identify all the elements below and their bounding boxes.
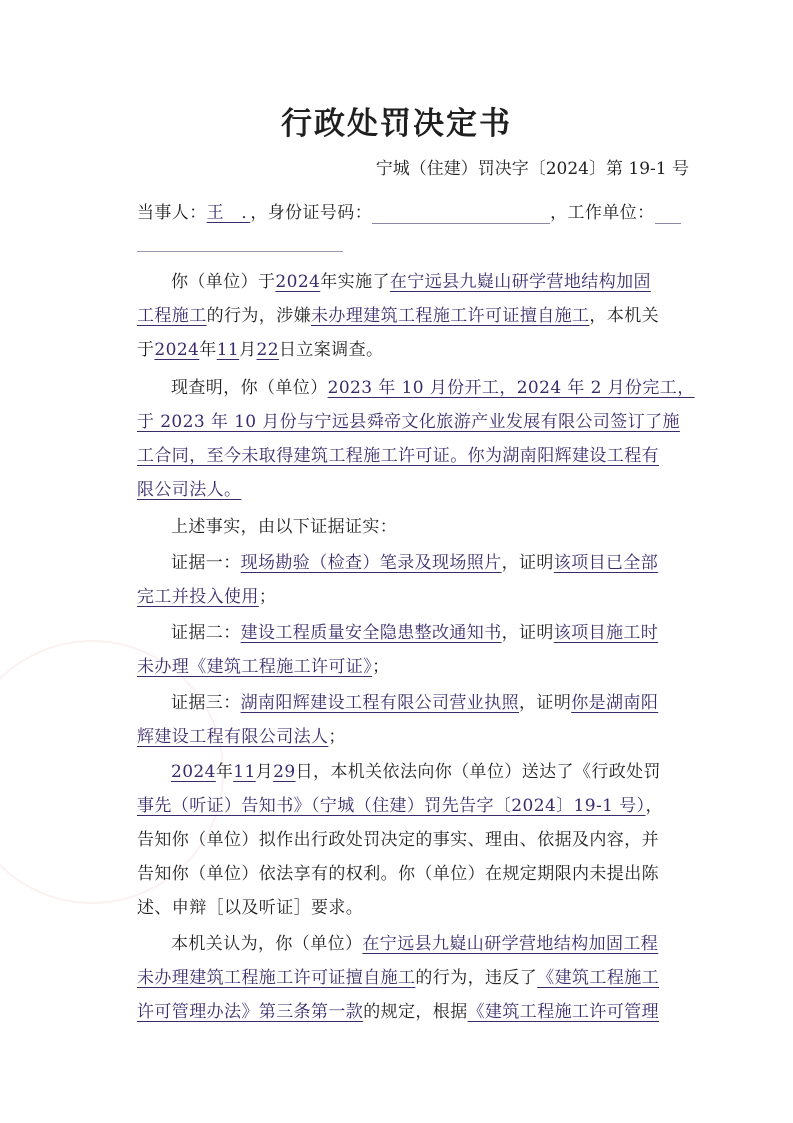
text: 的行为，涉嫌 — [206, 306, 312, 326]
law-reference: 《建筑工程施工 — [537, 968, 660, 988]
work-unit-blank-continued — [137, 250, 343, 252]
project-name-cont: 工程施工 — [137, 306, 207, 326]
text: 月 — [239, 340, 257, 360]
p2-line2 — [137, 405, 697, 439]
text: ，本机关 — [589, 306, 660, 326]
evidence-name: 建设工程质量安全隐患整改通知书 — [240, 623, 502, 643]
id-label: ，身份证号码： — [250, 203, 373, 223]
case-month: 11 — [216, 340, 240, 360]
evidence-proof: 该项目施工时 — [553, 623, 659, 643]
text: ； — [328, 727, 346, 747]
evidence-proof: 完工并投入使用 — [137, 587, 259, 607]
case-day: 22 — [256, 340, 279, 360]
law-reference: 许可管理办法》第三条第一款 — [137, 1002, 364, 1022]
notice-month: 11 — [233, 762, 256, 782]
facts: 限公司法人。 — [137, 480, 242, 500]
evidence2-line1 — [171, 616, 697, 650]
facts: 工合同，至今未取得建筑工程施工许可证。你为湖南阳辉建设工程有 — [137, 446, 659, 466]
evidence1-line2 — [137, 580, 697, 614]
violation-act: 在宁远县九嶷山研学营地结构加固工程 — [362, 934, 659, 954]
violation-act: 未办理建筑工程施工许可证擅自施工 — [137, 968, 416, 988]
notice-year: 2024 — [171, 762, 216, 782]
evidence-proof: 你是湖南阳 — [571, 693, 659, 713]
evidence-proof: 该项目已全部 — [553, 553, 659, 573]
notice-name: 事先（听证）告知书》（宁城（住建）罚先告字〔2024〕19-1 号） — [137, 796, 646, 816]
p4-line2 — [137, 789, 697, 823]
p4-line4: 告知你（单位）依法享有的权利。你（单位）在规定期限内未提出陈 — [137, 864, 659, 884]
p4-line3: 告知你（单位）拟作出行政处罚决定的事实、理由、依据及内容，并 — [137, 830, 659, 850]
p2-line3 — [137, 439, 697, 473]
id-number-blank — [372, 199, 550, 224]
p4-line1 — [171, 755, 697, 789]
document-number: 宁城（住建）罚决字〔2024〕第 19-1 号 — [375, 159, 689, 179]
text: 的行为，违反了 — [415, 968, 538, 988]
text: 你（单位）于 — [171, 272, 276, 292]
evidence-proof: 未办理《建筑工程施工许可证》 — [137, 657, 373, 677]
p2-line4 — [137, 473, 697, 507]
p2-line1 — [171, 371, 697, 405]
text: 年实施了 — [320, 272, 390, 292]
text: 年 — [199, 340, 217, 360]
text: ； — [372, 657, 390, 677]
p1-line2 — [137, 299, 697, 333]
evidence-name: 现场勘验（检查）笔录及现场照片 — [240, 553, 502, 573]
text: 年 — [215, 762, 234, 782]
evidence2-line2 — [137, 650, 697, 684]
text: 的规定，根据 — [363, 1002, 468, 1022]
text: 日，本机关依法向你（单位）送达了《行政处罚 — [295, 762, 661, 782]
text: 本机关认为，你（单位） — [171, 934, 363, 954]
offense: 未办理建筑工程施工许可证擅自施工 — [311, 306, 590, 326]
text: ，证明 — [501, 623, 554, 643]
party-name: 王 ． — [206, 203, 251, 223]
facts: 于 2023 年 10 月份与宁远县舜帝文化旅游产业发展有限公司签订了施 — [137, 412, 680, 432]
evidence-label: 证据三： — [171, 693, 241, 713]
work-unit-blank — [655, 199, 681, 224]
p5-line2 — [137, 961, 697, 995]
evidence-proof: 辉建设工程有限公司法人 — [137, 727, 329, 747]
party-line — [137, 196, 697, 230]
text: ，证明 — [519, 693, 572, 713]
p1-line1 — [171, 265, 697, 299]
text: ， — [645, 796, 663, 816]
text: 日立案调查。 — [278, 340, 384, 360]
document-title: 行政处罚决定书 — [281, 106, 512, 142]
evidence-intro: 上述事实，由以下证据证实： — [171, 517, 398, 537]
evidence3-line2 — [137, 720, 697, 754]
p1-line3 — [137, 333, 697, 367]
evidence-name: 湖南阳辉建设工程有限公司营业执照 — [240, 693, 520, 713]
evidence1-line1 — [171, 546, 697, 580]
notice-day: 29 — [273, 762, 296, 782]
facts: 2023 年 10 月份开工，2024 年 2 月份完工， — [327, 378, 695, 398]
project-name: 在宁远县九嶷山研学营地结构加固 — [389, 272, 651, 292]
law-reference: 《建筑工程施工许可管理 — [467, 1002, 660, 1022]
p4-line5: 述、申辩［以及听证］要求。 — [137, 898, 364, 918]
party-label: 当事人： — [137, 203, 207, 223]
text: 于 — [137, 340, 155, 360]
text: 月 — [255, 762, 274, 782]
p5-line3 — [137, 995, 697, 1029]
text: ； — [258, 587, 277, 607]
work-unit-label: ，工作单位： — [550, 203, 655, 223]
year: 2024 — [275, 272, 321, 292]
evidence3-line1 — [171, 686, 697, 720]
evidence-label: 证据二： — [171, 623, 241, 643]
case-year: 2024 — [154, 340, 200, 360]
evidence-label: 证据一： — [171, 553, 241, 573]
text: ，证明 — [501, 553, 554, 573]
text: 现查明，你（单位） — [171, 378, 328, 398]
p5-line1 — [171, 927, 697, 961]
